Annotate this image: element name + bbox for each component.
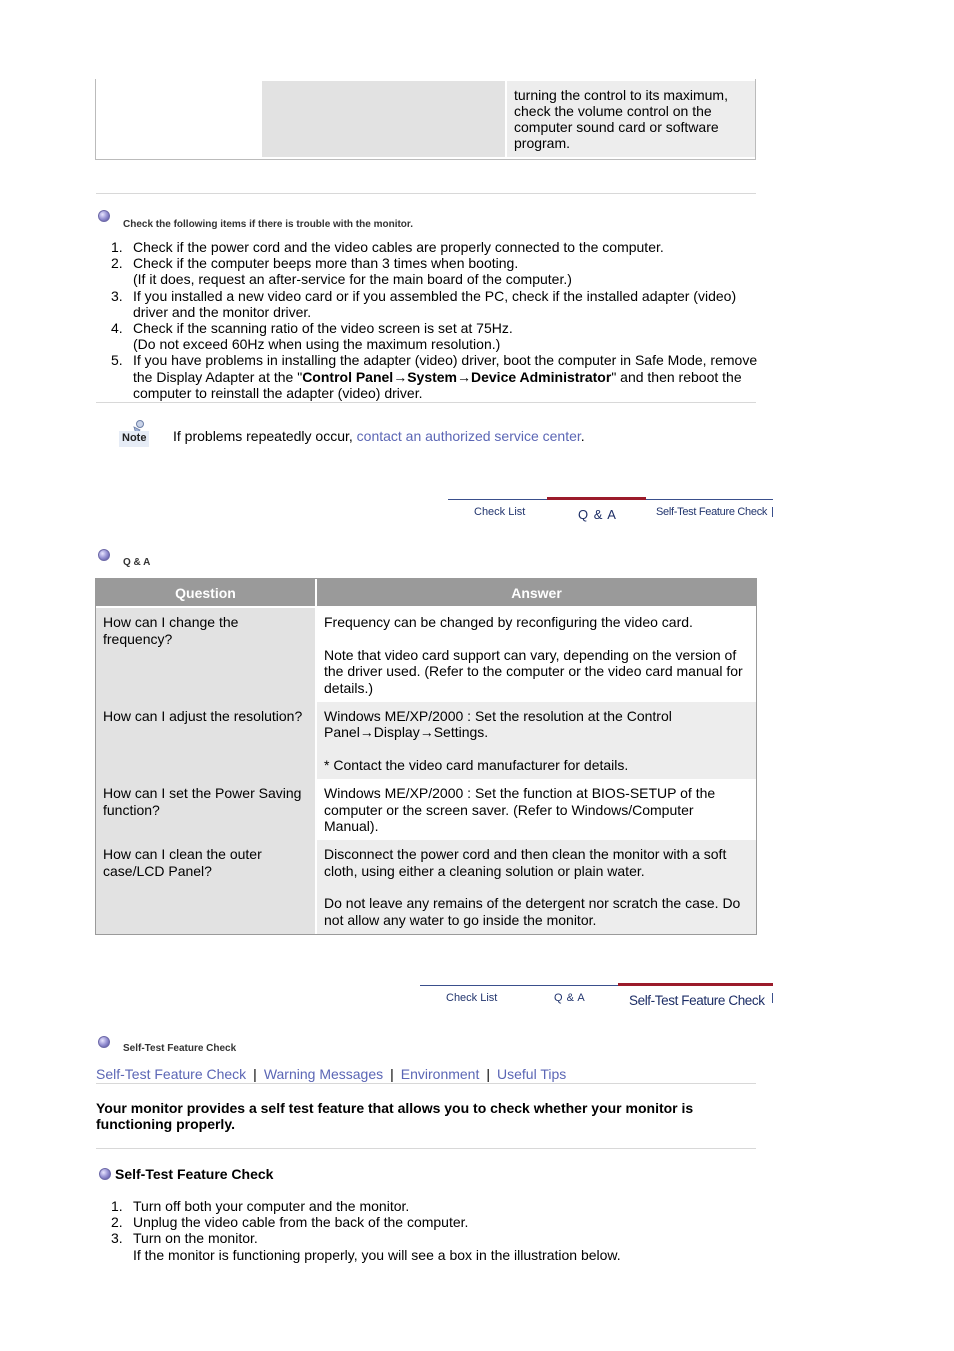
note-end: .	[580, 428, 585, 444]
list-number: 1.	[111, 1198, 123, 1214]
sub-nav-link[interactable]: Self-Test Feature Check	[96, 1066, 247, 1082]
list-line: If you installed a new video card or if you assembled the PC, check if the installed adapter (video) driver and the monitor driver.	[133, 287, 737, 320]
question-cell: How can I change the frequency?	[96, 608, 315, 702]
answer-paragraph: Windows ME/XP/2000 : Set the function at BIOS-SETUP of the computer or the screen saver. (Refer to Windows/Computer Manual).	[324, 785, 716, 835]
link-separator: |	[486, 1066, 490, 1082]
list-item	[96, 352, 761, 401]
answer-cell	[317, 608, 756, 702]
table-row	[96, 702, 756, 779]
list-item	[96, 288, 761, 320]
table-header	[96, 579, 756, 608]
divider	[96, 1083, 756, 1084]
list-item	[96, 1214, 756, 1230]
answer-paragraph: * Contact the video card manufacturer for details.	[324, 756, 629, 773]
answer-paragraph: Note that video card support can vary, depending on the version of the driver used. (Refer to the computer or the video card manual for details.)	[324, 646, 743, 696]
sub-nav-link[interactable]: Useful Tips	[497, 1066, 567, 1082]
list-line: (If it does, request an after-service for the main board of the computer.)	[133, 271, 572, 288]
sub-nav-link[interactable]: Environment	[400, 1066, 480, 1082]
sub-nav-link[interactable]: Warning Messages	[263, 1066, 384, 1082]
qa-table	[95, 578, 757, 935]
section-heading: Q & A	[123, 557, 151, 568]
bullet-icon	[99, 1168, 111, 1180]
tab-bar	[448, 499, 773, 523]
answer-paragraph: Disconnect the power cord and then clean the monitor with a soft cloth, using either a cleaning solution or plain water.	[324, 846, 727, 879]
list-line: Unplug the video cable from the back of the computer.	[133, 1214, 469, 1231]
list-line: Turn on the monitor.	[133, 1230, 258, 1247]
tab-end-mark	[772, 993, 773, 1003]
list-number: 4.	[111, 320, 123, 337]
list-item	[96, 239, 761, 255]
header-answer: Answer	[317, 579, 756, 606]
note-icon	[118, 418, 150, 448]
list-line: Check if the power cord and the video cables are properly connected to the computer.	[133, 239, 664, 255]
list-line: If you have problems in installing the adapter (video) driver, boot the computer in Safe Mode, remove the Display Adapter at the "Control Panel→System→Device Administrator" and then reboot the computer to reinstall the adapter (video) driver.	[133, 352, 758, 401]
list-line: Check if the computer beeps more than 3 times when booting.	[133, 255, 519, 272]
table-row	[96, 608, 756, 702]
check-list	[96, 239, 761, 401]
tab-qa[interactable]: Q & A	[519, 985, 618, 1010]
answer-paragraph: Windows ME/XP/2000 : Set the resolution at the Control Panel→Display→Settings.	[324, 708, 672, 741]
note-text	[173, 428, 585, 444]
table-row	[96, 840, 756, 934]
list-number: 5.	[111, 352, 123, 369]
list-item	[96, 1230, 756, 1262]
table-cell	[507, 81, 755, 157]
sub-navigation	[96, 1066, 566, 1082]
divider	[96, 402, 756, 403]
list-line: Turn off both your computer and the monitor.	[133, 1198, 410, 1214]
continued-table	[95, 79, 756, 160]
list-item	[96, 1198, 756, 1214]
note-label: Note	[122, 432, 147, 444]
tab-check-list[interactable]: Check List	[420, 985, 519, 1010]
tab-qa[interactable]: Q & A	[547, 497, 646, 524]
section-heading: Self-Test Feature Check	[123, 1043, 237, 1054]
list-item	[96, 320, 761, 352]
list-line: Check if the scanning ratio of the video screen is set at 75Hz.	[133, 320, 513, 337]
list-line: If the monitor is functioning properly, you will see a box in the illustration below.	[133, 1246, 621, 1263]
tab-check-list[interactable]: Check List	[448, 499, 547, 524]
question-cell: How can I clean the outer case/LCD Panel?	[96, 840, 315, 934]
table-row	[96, 779, 756, 840]
list-number: 3.	[111, 1230, 123, 1247]
menu-path: Control Panel→System→Device Administrator	[302, 368, 612, 385]
bullet-icon	[98, 549, 110, 561]
divider	[96, 1148, 756, 1149]
answer-cell	[317, 702, 756, 779]
table-cell-empty	[96, 79, 260, 158]
list-line: (Do not exceed 60Hz when using the maximum resolution.)	[133, 336, 501, 353]
table-cell-empty	[262, 81, 505, 157]
list-number: 2.	[111, 255, 123, 272]
intro-text: Your monitor provides a self test feature that allows you to check whether your monitor is functioning properly.	[96, 1100, 694, 1132]
list-number: 2.	[111, 1214, 123, 1231]
bullet-icon	[98, 210, 110, 222]
tab-self-test[interactable]: Self-Test Feature Check	[618, 983, 773, 1010]
answer-cell	[317, 779, 756, 840]
list-number: 1.	[111, 239, 123, 255]
answer-paragraph: Frequency can be changed by reconfiguring the video card.	[324, 614, 693, 631]
tab-bar	[420, 985, 773, 1009]
question-cell: How can I adjust the resolution?	[96, 702, 315, 779]
answer-cell	[317, 840, 756, 934]
cell-text: turning the control to its maximum, check the volume control on the computer sound card or software program.	[514, 87, 728, 151]
service-center-link[interactable]: contact an authorized service center	[356, 428, 581, 444]
bullet-icon	[98, 1036, 110, 1048]
header-question: Question	[96, 579, 315, 606]
list-number: 3.	[111, 287, 123, 304]
note-body: If problems repeatedly occur,	[173, 428, 357, 444]
tab-end-mark	[772, 507, 773, 517]
tab-self-test[interactable]: Self-Test Feature Check	[646, 499, 773, 524]
subheading: Self-Test Feature Check	[115, 1166, 274, 1182]
answer-paragraph: Do not leave any remains of the detergent nor scratch the case. Do not allow any water to go inside the monitor.	[324, 895, 741, 928]
question-cell: How can I set the Power Saving function?	[96, 779, 315, 840]
link-separator: |	[390, 1066, 394, 1082]
divider	[96, 193, 756, 194]
steps-list	[96, 1198, 756, 1263]
section-heading: Check the following items if there is trouble with the monitor.	[123, 219, 414, 230]
link-separator: |	[253, 1066, 257, 1082]
list-item	[96, 255, 761, 287]
